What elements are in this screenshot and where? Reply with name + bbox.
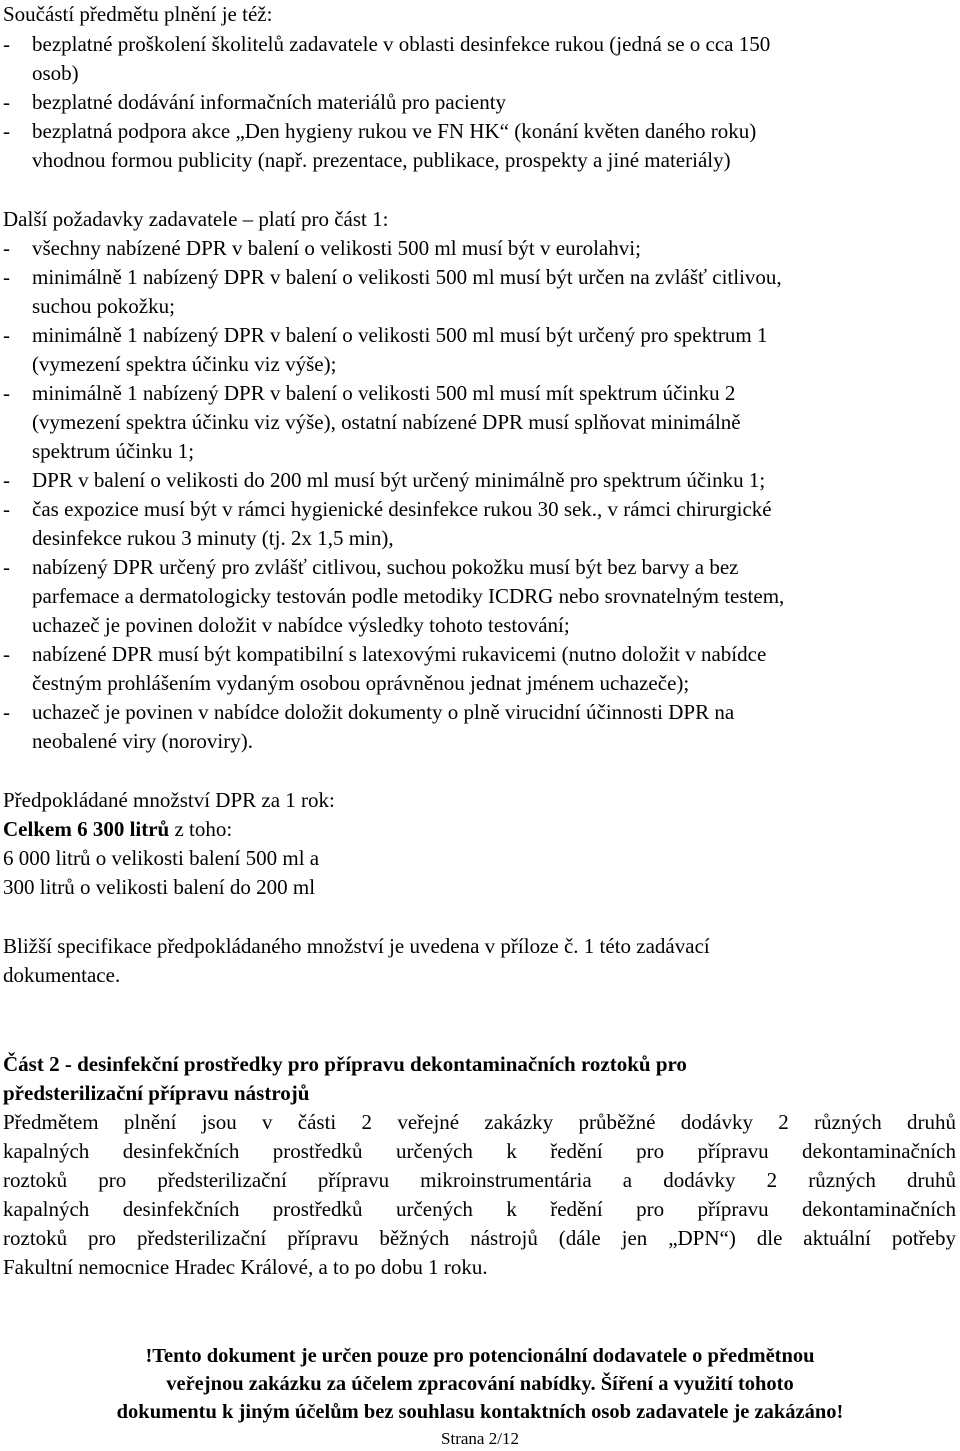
list-item: nabízený DPR určený pro zvlášť citlivou, suchou pokožku musí být bez barvy a bez: [32, 555, 739, 579]
part2-paragraph-line: Fakultní nemocnice Hradec Králové, a to po dobu 1 roku.: [3, 1255, 488, 1279]
list-dash: -: [3, 236, 10, 260]
quantity-total: [3, 815, 232, 844]
notice-line: dokumentu k jiným účelům bez souhlasu kontaktních osob zadavatele je zakázáno!: [116, 1401, 844, 1423]
list-item: bezplatná podpora akce „Den hygieny rukou ve FN HK“ (konání květen daného roku): [32, 119, 757, 143]
quantity-line: 6 000 litrů o velikosti balení 500 ml a: [3, 846, 320, 870]
list-item: minimálně 1 nabízený DPR v balení o velikosti 500 ml musí být určen na zvlášť citlivou,: [32, 265, 782, 289]
list-dash: -: [3, 468, 10, 492]
list-item-cont: čestným prohlášením vydaným osobou oprávněnou jednat jménem uchazeče);: [32, 671, 690, 695]
notice-line: veřejnou zakázku za účelem zpracování nabídky. Šíření a využití tohoto: [166, 1373, 794, 1395]
list-dash: -: [3, 381, 10, 405]
list-dash: -: [3, 323, 10, 347]
list-item-cont: uchazeč je povinen doložit v nabídce výsledky tohoto testování;: [32, 613, 570, 637]
notice-line: !Tento dokument je určen pouze pro potencionální dodavatele o předmětnou: [145, 1345, 815, 1367]
spec-line: dokumentace.: [3, 963, 121, 987]
list-item: nabízené DPR musí být kompatibilní s latexovými rukavicemi (nutno doložit v nabídce: [32, 642, 767, 666]
list-item: DPR v balení o velikosti do 200 ml musí být určený minimálně pro spektrum účinku 1;: [32, 468, 766, 492]
list-item-cont: desinfekce rukou 3 minuty (tj. 2x 1,5 min),: [32, 526, 394, 550]
list-item: čas expozice musí být v rámci hygienické desinfekce rukou 30 sek., v rámci chirurgické: [32, 497, 772, 521]
list-dash: -: [3, 90, 10, 114]
list-item-cont: (vymezení spektra účinku viz výše), ostatní nabízené DPR musí splňovat minimálně: [32, 410, 741, 434]
list-dash: -: [3, 700, 10, 724]
list-item: minimálně 1 nabízený DPR v balení o velikosti 500 ml musí mít spektrum účinku 2: [32, 381, 736, 405]
list-item: bezplatné dodávání informačních materiálů pro pacienty: [32, 90, 507, 114]
list-item: všechny nabízené DPR v balení o velikosti 500 ml musí být v eurolahvi;: [32, 236, 641, 260]
requirements-heading: Další požadavky zadavatele – platí pro část 1:: [3, 207, 389, 231]
list-dash: -: [3, 555, 10, 579]
intro-heading: Součástí předmětu plnění je též:: [3, 2, 273, 26]
part2-title: předsterilizační přípravu nástrojů: [3, 1081, 310, 1105]
list-item: bezplatné proškolení školitelů zadavatele v oblasti desinfekce rukou (jedná se o cca 150: [32, 32, 771, 56]
list-item-cont: spektrum účinku 1;: [32, 439, 195, 463]
part2-paragraph-line: Předmětem plnění jsou v části 2 veřejné zakázky průběžné dodávky 2 různých druhů: [3, 1110, 956, 1134]
page-number: Strana 2/12: [441, 1429, 519, 1448]
list-item-cont: neobalené viry (noroviry).: [32, 729, 254, 753]
list-dash: -: [3, 497, 10, 521]
list-dash: -: [3, 265, 10, 289]
quantity-heading: Předpokládané množství DPR za 1 rok:: [3, 788, 335, 812]
list-item-cont: suchou pokožku;: [32, 294, 175, 318]
list-item: minimálně 1 nabízený DPR v balení o velikosti 500 ml musí být určený pro spektrum 1: [32, 323, 768, 347]
part2-paragraph-line: kapalných desinfekčních prostředků určených k ředění pro přípravu dekontaminačních: [3, 1139, 956, 1163]
list-item-cont: parfemace a dermatologicky testován podle metodiky ICDRG nebo srovnatelným testem,: [32, 584, 785, 608]
quantity-total-rest: z toho:: [169, 817, 233, 841]
part2-paragraph-line: roztoků pro předsterilizační přípravu mikroinstrumentária a dodávky 2 různých druhů: [3, 1168, 956, 1192]
list-dash: -: [3, 32, 10, 56]
quantity-total-bold: Celkem 6 300 litrů: [3, 817, 170, 841]
list-dash: -: [3, 642, 10, 666]
quantity-line: 300 litrů o velikosti balení do 200 ml: [3, 875, 316, 899]
spec-line: Bližší specifikace předpokládaného množství je uvedena v příloze č. 1 této zadávací: [3, 934, 710, 958]
list-item-cont: vhodnou formou publicity (např. prezentace, publikace, prospekty a jiné materiály): [32, 148, 731, 172]
list-dash: -: [3, 119, 10, 143]
list-item-cont: osob): [32, 61, 79, 85]
part2-paragraph-line: roztoků pro předsterilizační přípravu běžných nástrojů (dále jen „DPN“) dle aktuální potřeby: [3, 1226, 956, 1250]
part2-title: Část 2 - desinfekční prostředky pro přípravu dekontaminačních roztoků pro: [3, 1052, 687, 1076]
list-item: uchazeč je povinen v nabídce doložit dokumenty o plně virucidní účinnosti DPR na: [32, 700, 735, 724]
list-item-cont: (vymezení spektra účinku viz výše);: [32, 352, 337, 376]
part2-paragraph-line: kapalných desinfekčních prostředků určených k ředění pro přípravu dekontaminačních: [3, 1197, 956, 1221]
